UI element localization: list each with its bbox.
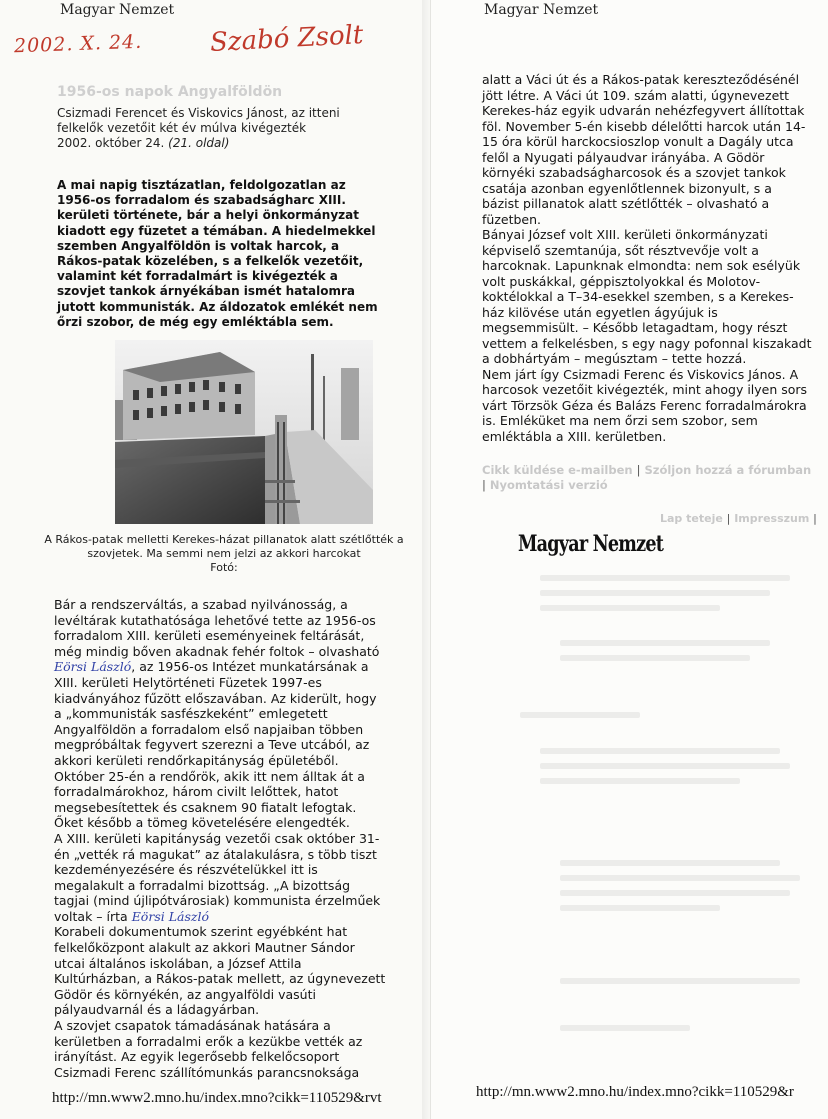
summary-text: Csizmadi Ferencet és Viskovics Jánost, az itteni felkelők vezetőit két év múlva kivégezték	[57, 106, 340, 135]
impressum-link[interactable]: Impresszum	[734, 512, 810, 525]
left-masthead: Magyar Nemzet	[60, 2, 175, 18]
link-separator: |	[482, 478, 486, 492]
faint-article-title: 1956-os napok Angyalföldön	[57, 84, 283, 100]
body-paragraph: alatt a Váci út és a Rákos-patak kereszteződésénél jött létre. A Váci út 109. szám alatti, úgynevezett Kerekes-ház egyik udvarán nehézfegyvert állítottak föl. November 5-én kisebb délelőtti harcok után 14-15 óra körül harckocsioszlop vonult a Dagály utca felől a Nyugati pályaudvar irányába. A Gödör környéki szabadságharcosok és a szovjet tankok csatája azonban egyenlőtlennek bizonyult, s a bázist pillanatok alatt szétlőtték – olvasható a füzetben.	[482, 72, 806, 227]
body-paragraph: Bár a rendszerváltás, a szabad nyilvánosság, a levéltárak kutathatósága lehetővé tette az 1956-os forradalom XIII. kerületi eseményeinek feltárását, még mindig bőven akadnak fehér foltok – olvasható Eörsi László, az 1956-os Intézet munkatársának a XIII. kerületi Helytörténeti Füzetek 1997-es kiadványához fűzött előszavában. Az kiderült, hogy a „kommunisták sasfészkeként” emlegetett Angyalföldön a forradalom első napjaiban többen megpróbáltak fegyvert szerezni a Teve utcából, az akkori kerületi rendőrkapitányság épületéből. Október 25-én a rendőrök, akik itt nem álltak át a forradalmárokhoz, három civilt lelőttek, hatot megsebesítettek és csaknem 90 fiatalt lefogtak. Őket később a tömeg követelésére elengedték.	[54, 597, 380, 831]
body-paragraph: Korabeli dokumentumok szerint egyébként hat felkelőközpont alakult az akkori Mautner Sándor utcai általános iskolában, a József Attila Kultúrházban, a Rákos-patak mellett, az úgynevezett Gödör és környékén, az angyalföldi vasúti pályaudvarnál és a ládagyárban.	[54, 924, 386, 1018]
handwritten-author-name: Eörsi László	[131, 908, 209, 924]
link-separator: |	[813, 512, 817, 525]
body-paragraph: A XIII. kerületi kapitányság vezetői csak október 31-én „vették rá magukat” az átalakulásra, s több tiszt kezdeményezésére és részvételükkel itt is megalakult a forradalmi bizottság. „A bizottság tagjai (mind újlipótvárosiak) kommunista érzelműek voltak – írta Eörsi László	[54, 830, 381, 924]
summary-date: 2002. október 24.	[57, 136, 165, 150]
handwritten-date: 2002. X. 24.	[13, 30, 143, 58]
print-version-link[interactable]: Nyomtatási verzió	[489, 478, 608, 492]
handwritten-name: Szabó Zsolt	[209, 20, 365, 58]
magyar-nemzet-logo: Magyar Nemzet	[518, 531, 664, 557]
photo-caption	[30, 533, 418, 575]
page-top-link[interactable]: Lap teteje	[660, 512, 723, 525]
body-paragraph: Bányai József volt XIII. kerületi önkormányzati képviselő szemtanúja, sőt résztvevője volt a harcoknak. Lapunknak elmondta: nem sok esélyük volt puskákkal, géppisztolyokkal és Molotov-koktélokkal a T–34-esekkel szemben, s a Kerekes-ház kilövése után egyetlen ágyújuk is megsemmisült. – Később letagadtam, hogy részt vettem a felkelésben, s egy nagy pofonnal kiszakadt a dobhártyám – megúsztam – tette hozzá.	[482, 227, 812, 366]
article-summary	[57, 106, 387, 151]
body-paragraph: A szovjet csapatok támadásának hatására a kerületben a forradalmi erők a kezükbe vették az irányítást. Az egyik legerősebb felkelőcsoport Csizmadi Ferenc szállítómunkás parancsnoksága	[54, 1018, 363, 1080]
caption-text: A Rákos-patak melletti Kerekes-házat pillanatok alatt szétlőtték a szovjetek. Ma semmi nem jelzi az akkori harcokat	[44, 533, 404, 560]
right-masthead: Magyar Nemzet	[484, 2, 599, 18]
article-body-right	[482, 72, 812, 444]
page-fold-shadow	[422, 0, 432, 1119]
left-print-url: http://mn.www2.mno.hu/index.mno?cikk=110529&rvt	[52, 1090, 382, 1106]
article-lead: A mai napig tisztázatlan, feldolgozatlan az 1956-os forradalom és szabadságharc XIII. kerületi története, bár a helyi önkormányzat kiadott egy füzetet a témában. A hiedelmekkel szemben Angyalföldön is voltak harcok, a Rákos-patak közelében, s a felkelők vezetőit, valamint két forradalmárt is kivégezték a szovjet tankok árnyékában ismét hatalomra jutott kommunisták. Az áldozatok emlékét nem őrzi szobor, de még egy emléktábla sem.	[57, 178, 378, 329]
right-print-url: http://mn.www2.mno.hu/index.mno?cikk=110529&r	[476, 1084, 794, 1100]
article-actions	[482, 463, 812, 493]
link-separator: |	[636, 463, 641, 477]
summary-page-ref: (21. oldal)	[168, 136, 230, 150]
page-footer-links	[660, 512, 817, 525]
email-article-link[interactable]: Cikk küldése e-mailben	[482, 463, 633, 477]
link-separator: |	[726, 512, 731, 525]
photo-credit: Fotó:	[210, 561, 238, 574]
article-body-left	[54, 597, 388, 1080]
handwritten-author-name: Eörsi László	[54, 659, 132, 675]
article-photo	[115, 340, 373, 524]
forum-comment-link[interactable]: Szóljon hozzá a fórumban	[644, 463, 812, 477]
body-paragraph: Nem járt így Csizmadi Ferenc és Viskovics János. A harcosok vezetőit kivégezték, mint ahogy ilyen sors várt Törzsök Géza és Balázs Ferenc forradalmárokra is. Emléküket ma nem őrzi sem szobor, sem emléktábla a XIII. kerületben.	[482, 366, 808, 444]
